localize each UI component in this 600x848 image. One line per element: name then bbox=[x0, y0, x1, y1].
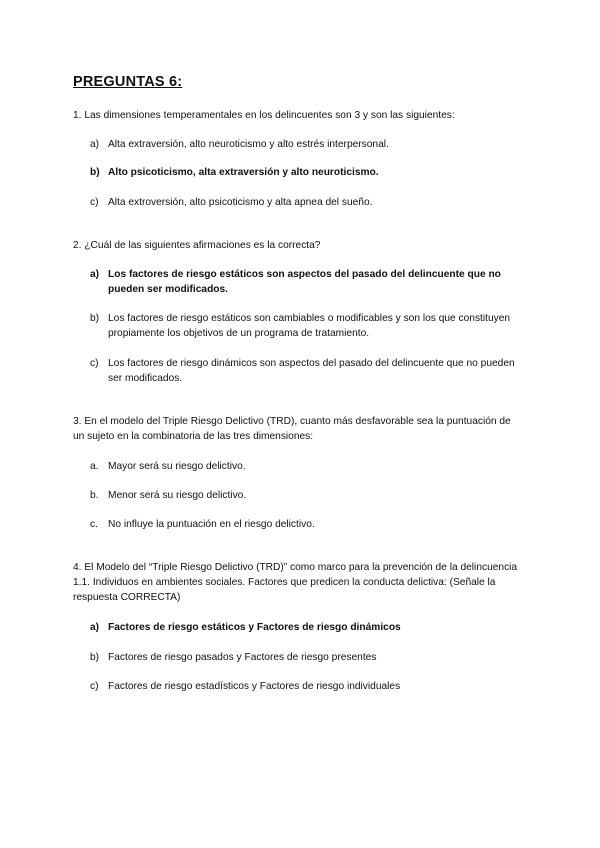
question-1-option-b-correct bbox=[90, 165, 530, 180]
question-4-option-c bbox=[90, 679, 530, 694]
option-letter: c. bbox=[90, 519, 98, 530]
question-2-text: 2. ¿Cuál de las siguientes afirmaciones es la correcta? bbox=[73, 240, 321, 251]
option-text: No influye la puntuación en el riesgo delictivo. bbox=[108, 519, 315, 530]
question-1-option-c bbox=[90, 195, 530, 210]
option-text: Los factores de riesgo estáticos son cambiables o modificables y son los que constituyen propiamente los objetivos de un programa de tratamiento. bbox=[108, 313, 511, 339]
question-4-option-b bbox=[90, 650, 530, 665]
option-text: Menor será su riesgo delictivo. bbox=[108, 490, 247, 501]
option-letter: b) bbox=[90, 652, 100, 663]
option-letter: a) bbox=[90, 269, 100, 280]
question-4-option-a-correct bbox=[90, 620, 530, 635]
option-text: Los factores de riesgo dinámicos son aspectos del pasado del delincuente que no pueden ser modificados. bbox=[108, 358, 515, 384]
question-2-option-a-correct bbox=[90, 267, 530, 297]
option-letter: b) bbox=[90, 313, 100, 324]
option-letter: c) bbox=[90, 681, 99, 692]
question-3-text: 3. En el modelo del Triple Riesgo Delictivo (TRD), cuanto más desfavorable sea la puntuación de un sujeto en la combinatoria de las tres dimensiones: bbox=[73, 416, 511, 442]
option-text: Factores de riesgo estáticos y Factores de riesgo dinámicos bbox=[108, 622, 401, 633]
option-text: Alta extraversión, alto neuroticismo y alto estrés interpersonal. bbox=[108, 139, 389, 150]
option-text: Factores de riesgo estadísticos y Factores de riesgo individuales bbox=[108, 681, 401, 692]
option-text: Factores de riesgo pasados y Factores de riesgo presentes bbox=[108, 652, 377, 663]
option-text: Alta extroversión, alto psicoticismo y alta apnea del sueño. bbox=[108, 197, 373, 208]
question-3-option-a bbox=[90, 459, 530, 474]
option-letter: a) bbox=[90, 622, 100, 633]
option-letter: c) bbox=[90, 358, 99, 369]
question-2-option-b bbox=[90, 311, 530, 341]
question-2-option-c bbox=[90, 356, 530, 386]
question-1-text: 1. Las dimensiones temperamentales en los delincuentes son 3 y son las siguientes: bbox=[73, 110, 455, 121]
question-3-option-c bbox=[90, 517, 530, 532]
option-letter: b. bbox=[90, 490, 99, 501]
option-text: Los factores de riesgo estáticos son aspectos del pasado del delincuente que no pueden ser modificados. bbox=[108, 269, 501, 295]
option-text: Mayor será su riesgo delictivo. bbox=[108, 461, 246, 472]
option-text: Alto psicoticismo, alta extraversión y alto neuroticismo. bbox=[108, 167, 379, 178]
question-3-option-b bbox=[90, 488, 530, 503]
option-letter: c) bbox=[90, 197, 99, 208]
question-1-option-a bbox=[90, 137, 530, 152]
option-letter: a) bbox=[90, 139, 100, 150]
option-letter: a. bbox=[90, 461, 99, 472]
option-letter: b) bbox=[90, 167, 100, 178]
question-4-text: 4. El Modelo del “Triple Riesgo Delictivo (TRD)” como marco para la prevención de la delincuencia 1.1. Individuos en ambientes sociales. Factores que predicen la conducta delictiva: (Señale la respuesta CORRECTA) bbox=[73, 562, 518, 603]
page-title: PREGUNTAS 6: bbox=[73, 74, 183, 90]
